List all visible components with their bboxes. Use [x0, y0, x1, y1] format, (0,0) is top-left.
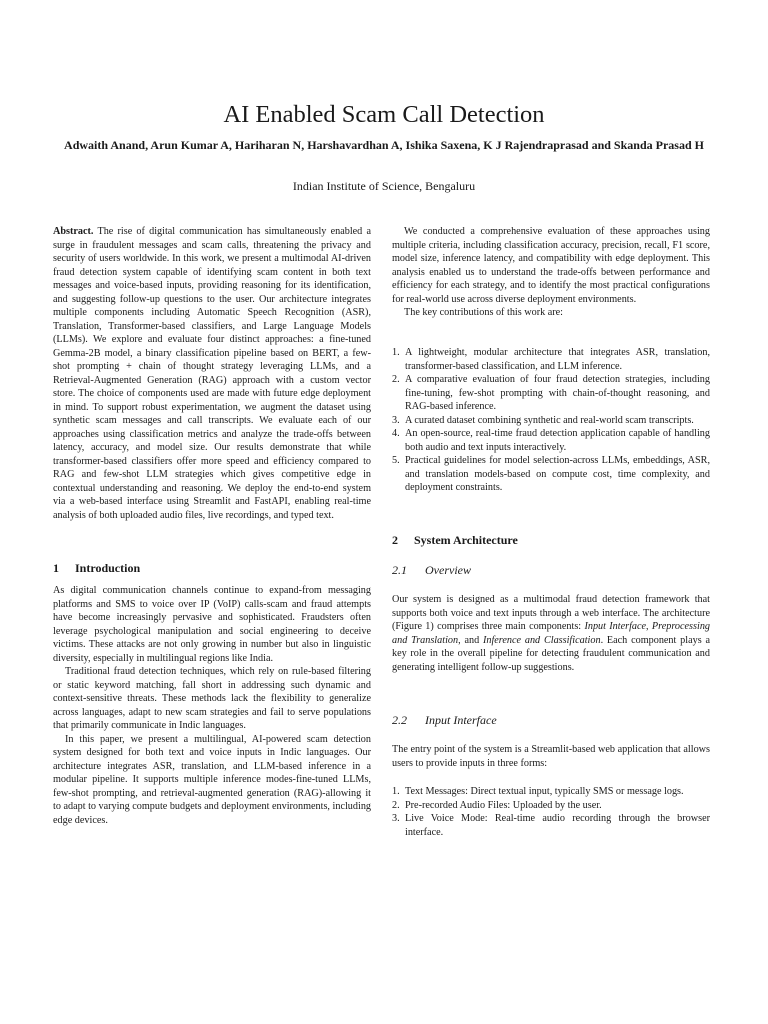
- intro-continued: [392, 225, 710, 320]
- abstract-label: Abstract.: [53, 226, 94, 237]
- abstract-block: [53, 225, 371, 522]
- paper-title: AI Enabled Scam Call Detection: [223, 101, 545, 128]
- list-item: 2. A comparative evaluation of four fraud detection strategies, including fine-tuning, few-shot prompting with chain-of-thought reasoning, and RAG-based inference.: [392, 374, 710, 412]
- intro-paragraph-3: In this paper, we present a multilingual, AI-powered scam detection system designed for both text and voice inputs in Indic languages. Our architecture integrates ASR, translation, and LLM-based inference in a modular pipeline. It supports multiple inference modes-fine-tuned LLMs, few-shot prompting, and retrieval-augmented generation (RAG)-allowing it to adapt to varying compute budgets and deployment environments, including edge devices.: [53, 733, 372, 826]
- contributions-list: [392, 346, 710, 495]
- subsection-number: 2.1: [392, 563, 407, 577]
- list-item: 1. A lightweight, modular architecture that integrates ASR, translation, transformer-based classification, and LLM inference.: [392, 347, 710, 372]
- list-item: 3. A curated dataset combining synthetic and real-world scam transcripts.: [392, 414, 694, 426]
- subsection-heading-overview: [392, 563, 471, 578]
- contributions-list-block: [392, 346, 710, 495]
- component-input-interface: Input Interface: [584, 621, 647, 632]
- component-inference: Inference and Classification: [482, 634, 601, 646]
- abstract-text: The rise of digital communication has simultaneously enabled a surge in fraudulent messages and scam calls, threatening the privacy and security of users worldwide. In this work, we present a multimodal AI-driven fraud detection system capable of identifying scam content in both text messages and voice-based inputs, providing reasoning for its identification, and suggesting follow-up questions to the user. Our architecture integrates multiple components including Automatic Speech Recognition (ASR), Translation, Transformer-based classifiers, and Large Language Models (LLMs). We explore and evaluate four distinct approaches: a fine-tuned Gemma-2B model, a binary classification pipeline based on BERT, a few-shot prompting + chain of thought strategy leveraging LLMs, and a Retrieval-Augmented Generation (RAG) approach with a custom vector store. The choice of components used are made with future edge deployment in mind. To support robust experimentation, we augment the dataset using synthetic scam messages and call transcripts. We evaluate each of our approaches using classification metrics and analyze the trade-offs between latency, accuracy, and model size. Our results demonstrate that while transformer-based classifiers offer more speed and efficiency compared to RAG and few-shot LLM strategies which gives competitive edge in contextual understanding and reasoning. We deploy the end-to-end system via a web-based interface using Streamlit and FastAPI, enabling real-time analysis of both uploaded audio files, live recordings, and typed text.: [53, 226, 371, 521]
- list-item: 5. Practical guidelines for model selection-across LLMs, embeddings, ASR, and translation models-based on compute cost, time complexity, and deployment constraints.: [392, 455, 710, 493]
- input-forms-list-block: [392, 785, 710, 839]
- section-title: System Architecture: [414, 533, 518, 547]
- author-list: Adwaith Anand, Arun Kumar A, Hariharan N, Harshavardhan A, Ishika Saxena, K J Rajendraprasad and Skanda Prasad H: [64, 138, 704, 152]
- list-item: 4. An open-source, real-time fraud detection application capable of handling both audio and text inputs interactively.: [392, 428, 710, 453]
- section-number: 1: [53, 561, 59, 575]
- intro-paragraph-4: We conducted a comprehensive evaluation of these approaches using multiple criteria, including classification accuracy, precision, recall, F1 score, model size, inference latency, and compatibility with edge deployment. This analysis enabled us to understand the trade-offs between performance and efficiency for each strategy, and to identify the most practical configurations for real-world use across diverse deployment environments.: [392, 226, 710, 305]
- section-heading-system-architecture: [392, 533, 518, 548]
- input-interface-paragraph: The entry point of the system is a Streamlit-based web application that allows users to provide inputs in three forms:: [392, 744, 710, 769]
- affiliation: Indian Institute of Science, Bengaluru: [292, 179, 476, 193]
- intro-paragraph-1: As digital communication channels continue to expand-from messaging platforms and SMS to voice over IP (VoIP) calls-scam and fraud attempts have become increasingly pervasive and sophisticated. Fraudsters often leverage psychological manipulation and social engineering to deceive victims. These attacks are not only growing in number but also in linguistic diversity, especially in multilingual regions like India.: [53, 585, 371, 664]
- section-number: 2: [392, 533, 398, 547]
- list-item: 1. Text Messages: Direct textual input, typically SMS or message logs.: [392, 786, 684, 797]
- overview-body: [392, 593, 710, 674]
- subsection-number: 2.2: [392, 713, 407, 727]
- list-item: 3. Live Voice Mode: Real-time audio recording through the browser interface.: [392, 813, 710, 838]
- input-interface-body: [392, 743, 710, 770]
- subsection-title: Overview: [425, 563, 471, 577]
- subsection-title: Input Interface: [425, 713, 497, 727]
- subsection-heading-input-interface: [392, 713, 497, 728]
- abstract: [53, 225, 371, 522]
- overview-paragraph: Our system is designed as a multimodal fraud detection framework that supports both voice and text inputs through a web interface. The architecture (Figure 1) comprises three main components: Input Interface, Preprocessing and Translation, and Inference and Classification. Each component plays a key role in the overall pipeline for detecting fraudulent communication and generating intelligent follow-up suggestions.: [392, 594, 711, 673]
- list-item: 2. Pre-recorded Audio Files: Uploaded by the user.: [392, 799, 602, 811]
- intro-paragraph-2: Traditional fraud detection techniques, which rely on rule-based filtering or static keyword matching, fall short in addressing such dynamic and context-sensitive threats. These methods lack the flexibility to generalize across languages, adapt to new scam strategies and fail to serve populations that primarily communicate in Indic languages.: [53, 666, 371, 731]
- input-forms-list: [392, 785, 710, 839]
- section-title: Introduction: [75, 561, 141, 575]
- section-heading-introduction: [53, 561, 140, 576]
- component-preprocessing: Preprocessing and Translation: [392, 621, 711, 646]
- intro-paragraph-5: The key contributions of this work are:: [404, 307, 564, 318]
- introduction-body: [53, 584, 371, 827]
